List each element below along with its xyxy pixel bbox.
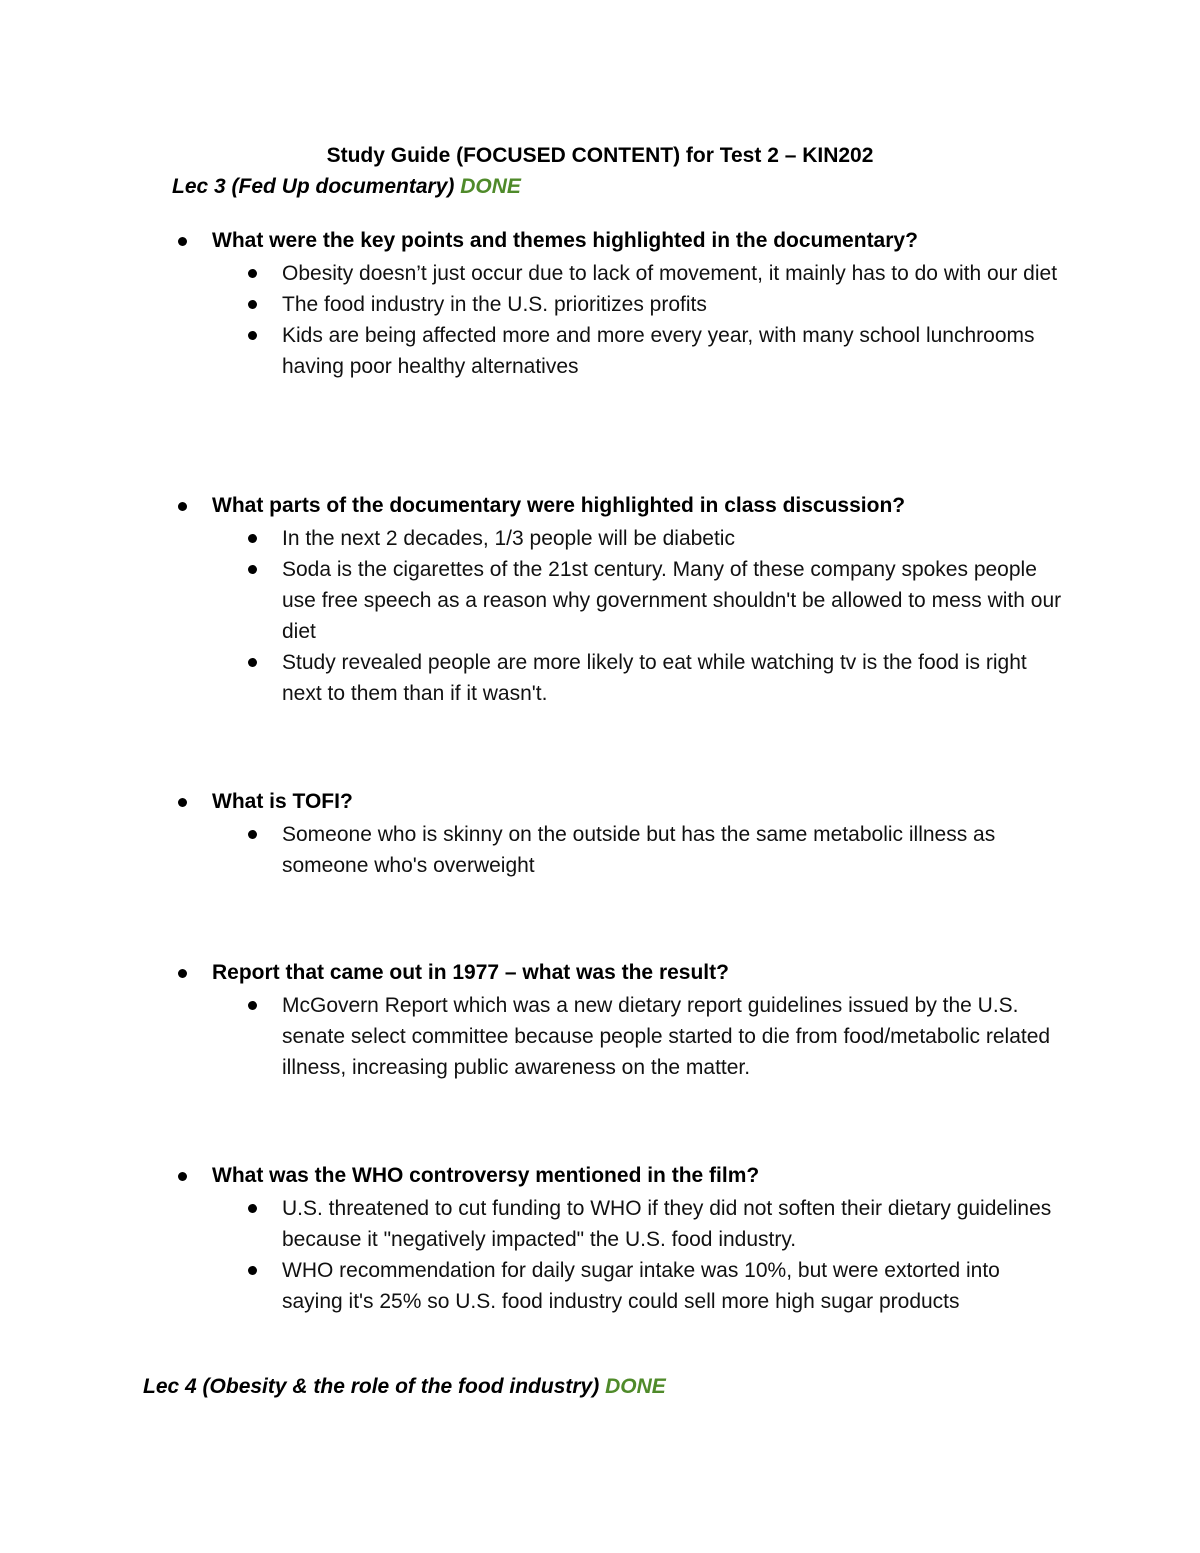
answer-list <box>178 258 1078 382</box>
answer-text: U.S. threatened to cut funding to WHO if they did not soften their dietary guidelines because it "negatively impacted" the U.S. food industry. <box>282 1197 1052 1251</box>
answer-item <box>248 819 1062 881</box>
question-heading <box>178 227 1078 255</box>
bullet-icon <box>248 300 257 309</box>
lecture-title: Lec 4 (Obesity & the role of the food industry) <box>143 1375 600 1398</box>
bullet-icon <box>178 798 187 807</box>
answer-list <box>178 1193 1078 1317</box>
answer-item <box>248 523 1062 554</box>
answer-item <box>248 554 1062 647</box>
answer-item <box>248 990 1062 1083</box>
answer-item <box>248 320 1062 382</box>
question-heading <box>178 1162 1078 1190</box>
bullet-icon <box>248 1266 257 1275</box>
answer-text: In the next 2 decades, 1/3 people will be diabetic <box>282 527 735 550</box>
answer-text: Study revealed people are more likely to eat while watching tv is the food is right next to them than if it wasn't. <box>282 651 1027 705</box>
question-block-1977-report <box>178 959 1078 1083</box>
document-title: Study Guide (FOCUSED CONTENT) for Test 2 – KIN202 <box>326 144 874 167</box>
question-block-class-discussion <box>178 492 1078 709</box>
question-text: What is TOFI? <box>212 790 353 813</box>
answer-text: Someone who is skinny on the outside but has the same metabolic illness as someone who's overweight <box>282 823 996 877</box>
question-block-who-controversy <box>178 1162 1078 1317</box>
bullet-icon <box>248 269 257 278</box>
lecture-heading-lec-4 <box>143 1373 666 1401</box>
answer-item <box>248 1193 1062 1255</box>
answer-list <box>178 819 1078 881</box>
question-heading <box>178 788 1078 816</box>
answer-text: The food industry in the U.S. prioritizes profits <box>282 293 707 316</box>
bullet-icon <box>248 830 257 839</box>
answer-item <box>248 1255 1062 1317</box>
bullet-icon <box>248 658 257 667</box>
bullet-icon <box>248 331 257 340</box>
answer-item <box>248 289 1062 320</box>
answer-text: WHO recommendation for daily sugar intake was 10%, but were extorted into saying it's 25% so U.S. food industry could sell more high sugar products <box>282 1259 1000 1313</box>
lecture-title: Lec 3 (Fed Up documentary) <box>172 175 455 198</box>
question-heading <box>178 492 1078 520</box>
question-text: What parts of the documentary were highlighted in class discussion? <box>212 494 906 517</box>
bullet-icon <box>178 969 187 978</box>
answer-item <box>248 647 1062 709</box>
bullet-icon <box>248 565 257 574</box>
question-text: What was the WHO controversy mentioned in the film? <box>212 1164 760 1187</box>
answer-text: Soda is the cigarettes of the 21st century. Many of these company spokes people use free speech as a reason why government shouldn't be allowed to mess with our diet <box>282 558 1062 643</box>
question-heading <box>178 959 1078 987</box>
done-status: DONE <box>460 175 521 198</box>
lecture-heading-lec-3 <box>172 173 521 201</box>
answer-text: McGovern Report which was a new dietary report guidelines issued by the U.S. senate select committee because people started to die from food/metabolic related illness, increasing public awareness on the matter. <box>282 994 1051 1079</box>
bullet-icon <box>248 1001 257 1010</box>
bullet-icon <box>178 502 187 511</box>
bullet-icon <box>248 534 257 543</box>
answer-text: Kids are being affected more and more every year, with many school lunchrooms having poor healthy alternatives <box>282 324 1035 378</box>
bullet-icon <box>178 1172 187 1181</box>
answer-text: Obesity doesn’t just occur due to lack of movement, it mainly has to do with our diet <box>282 262 1058 285</box>
question-text: Report that came out in 1977 – what was the result? <box>212 961 729 984</box>
bullet-icon <box>248 1204 257 1213</box>
done-status: DONE <box>605 1375 666 1398</box>
answer-list <box>178 990 1078 1083</box>
question-text: What were the key points and themes highlighted in the documentary? <box>212 229 918 252</box>
question-block-tofi <box>178 788 1078 881</box>
question-block-key-points <box>178 227 1078 382</box>
answer-list <box>178 523 1078 709</box>
answer-item <box>248 258 1062 289</box>
bullet-icon <box>178 237 187 246</box>
